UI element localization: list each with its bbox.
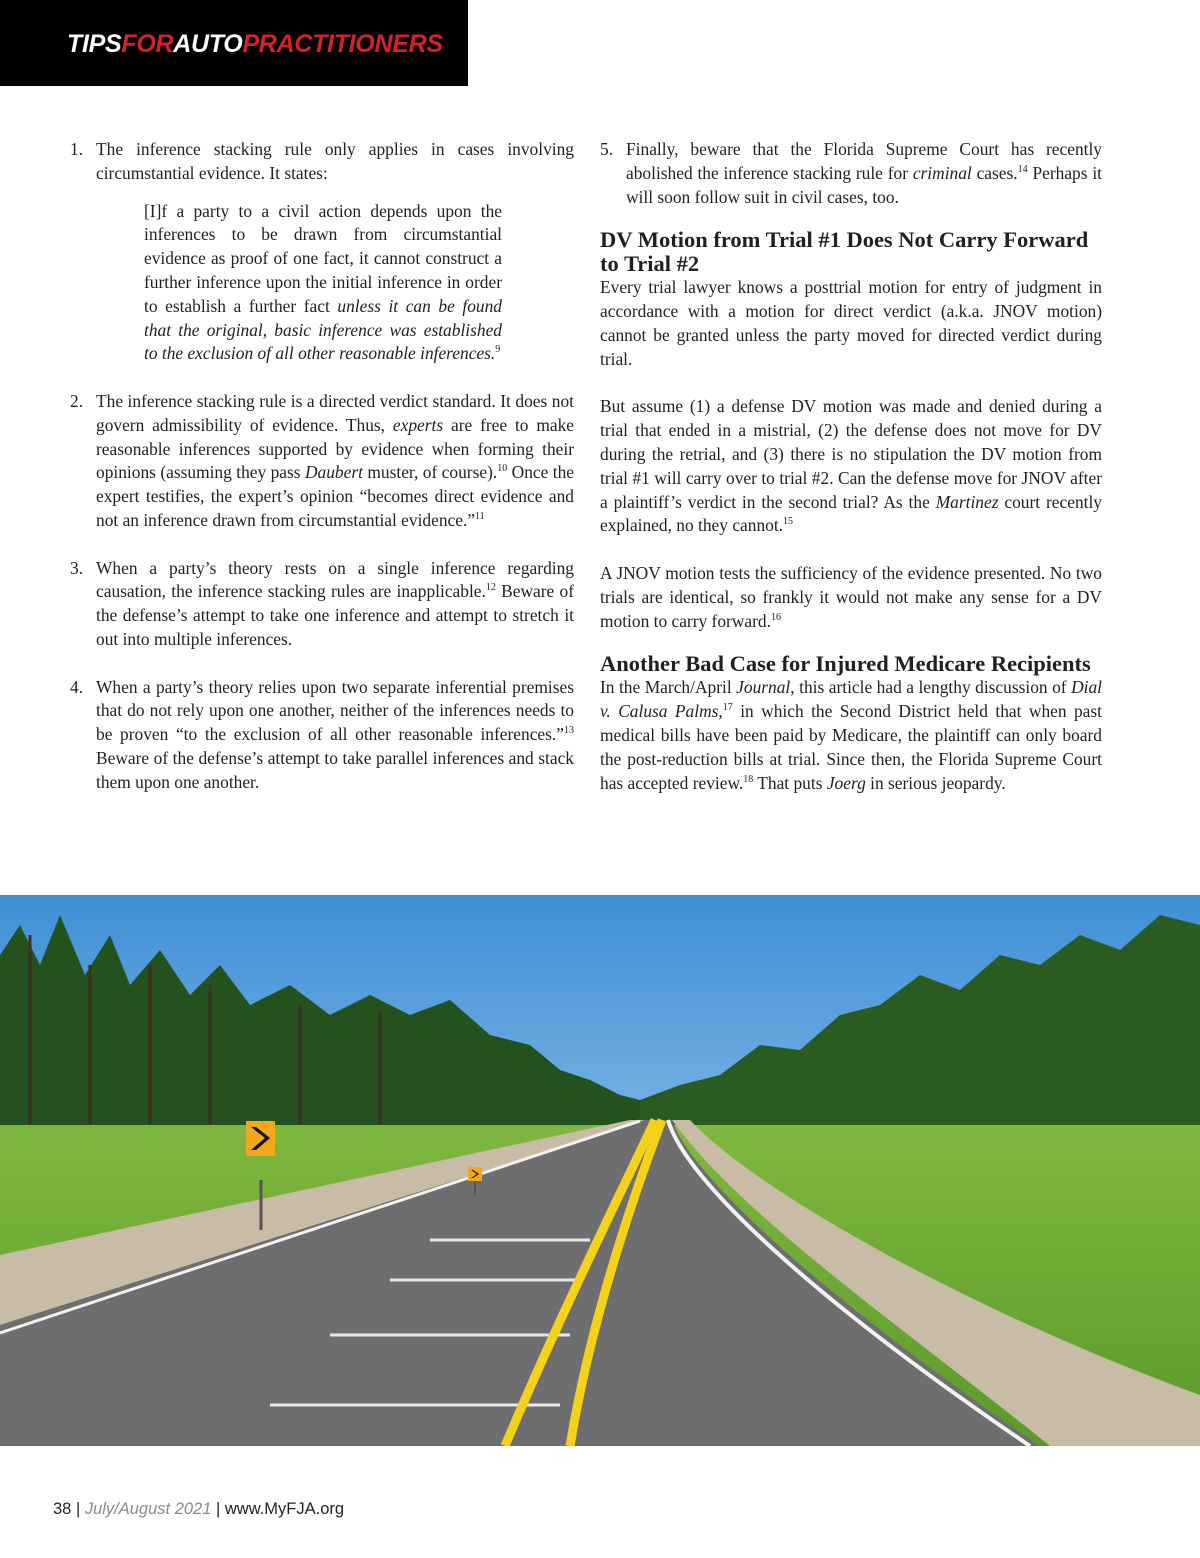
footnote-ref: 10 [497, 463, 508, 475]
list-item: 5. Finally, beware that the Florida Supreme Court has recently abolished the inference stacking rule for criminal cases.$^{14}$ Perhaps it will soon follow suit in civil cases, too. [600, 139, 1103, 207]
paragraph: But assume (1) a defense DV motion was made and denied during a trial that ended in a mistrial, (2) the defense does not move for DV during the retrial, and (3) there is no stipulation the DV motion from trial #1 will carry over to trial #2. Can the defense move for JNOV after a plaintiff’s verdict in the second trial? As the Martinez court recently explained, no they cannot.$^{15}$ [600, 396, 1102, 536]
list-item: 2. The inference stacking rule is a directed verdict standard. It does not govern admissibility of evidence. Thus, experts are free to make reasonable inferences supported by evidence when forming their opinions (assuming they pass Daubert muster, of course).$^{10}$ Once the expert testifies, the expert’s opinion “becomes direct evidence and not an inference drawn from circumstantial evidence.”$^{11}$ [70, 390, 574, 530]
section-heading: Another Bad Case for Injured Medicare Recipients [600, 651, 1091, 677]
left-column [70, 138, 574, 795]
list-item: 4. When a party’s theory relies upon two separate inferential premises that do not rely upon one another, neither of the inferences needs to be proven “to the exclusion of all other reasonable inferences.”$^{13}$ Beware of the defense’s attempt to take parallel inferences and stack them upon one another. [70, 676, 574, 792]
footnote-ref: 18 [743, 773, 754, 785]
paragraph: A JNOV motion tests the sufficiency of the evidence presented. No two trials are identical, so frankly it would not make any sense for a DV motion to carry forward.$^{16}$ [600, 562, 1102, 631]
road-illustration [0, 895, 1200, 1446]
list-item: 3. When a party’s theory rests on a single inference regarding causation, the inference stacking rules are inapplicable.$^{12}$ Beware of the defense’s attempt to take one inference and attempt to stretch it out into multiple inferences. [70, 557, 574, 649]
header-bar [0, 0, 468, 86]
website-url: www.MyFJA.org [224, 1500, 345, 1518]
footnote-ref: 9 [495, 344, 501, 356]
footnote-ref: 13 [564, 725, 574, 737]
footnote-ref: 16 [770, 611, 781, 623]
section-heading: DV Motion from Trial #1 Does Not Carry Forward to Trial #2 [600, 227, 1089, 277]
paragraph: Every trial lawyer knows a posttrial motion for entry of judgment in accordance with a motion for direct verdict (a.k.a. JNOV motion) cannot be granted unless the party moved for directed verdict during trial. [600, 277, 1102, 369]
footnote-ref: 15 [783, 516, 794, 528]
block-quote: [I]f a party to a civil action depends upon the inferences to be drawn from circumstantial evidence as proof of one fact, it cannot construct a further inference upon the initial inference in order to establish a further fact unless it can be found that the original, basic inference was established to the exclusion of all other reasonable inferences.$^9$ [144, 200, 502, 364]
paragraph: In the March/April Journal, this article had a lengthy discussion of Dial v. Calusa Palms,$^{17}$ in which the Second District held that when past medical bills have been paid by Medicare, the plaintiff can only board the post-reduction bills at trial. Since then, the Florida Supreme Court has accepted review.$^{18}$ That puts Joerg in serious jeopardy. [600, 677, 1103, 793]
page-footer: 38 | July/August 2021 | www.MyFJA.org [53, 1500, 345, 1518]
right-column [600, 138, 1102, 795]
footnote-ref: 11 [475, 510, 485, 522]
road-photo [0, 895, 1200, 1446]
footnote-ref: 14 [1017, 163, 1028, 175]
page-number: 38 [53, 1500, 72, 1518]
section-title: TIPSFORAUTOPRACTITIONERS [67, 30, 443, 58]
issue-date: July/August 2021 [84, 1500, 212, 1518]
footnote-ref: 12 [485, 582, 496, 594]
footnote-ref: 17 [722, 702, 733, 714]
list-item: 1. The inference stacking rule only applies in cases involving circumstantial evidence. It states: [70, 139, 574, 183]
